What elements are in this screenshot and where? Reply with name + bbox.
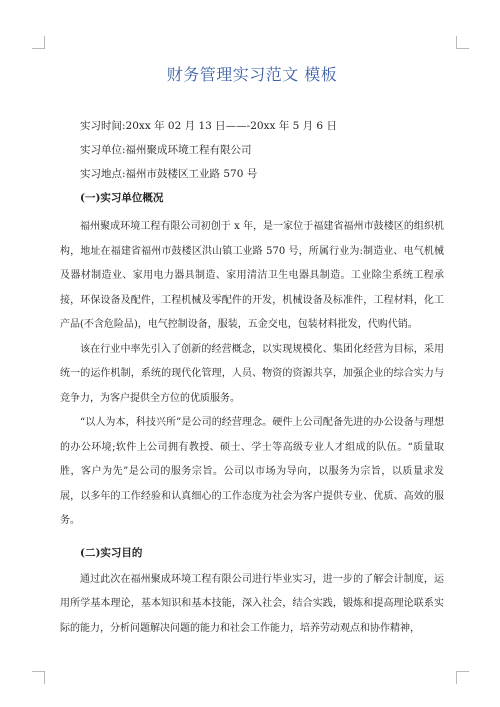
crop-mark-bottom-right xyxy=(456,671,469,684)
document-page xyxy=(60,62,444,641)
crop-mark-top-right xyxy=(456,36,469,49)
crop-mark-top-left xyxy=(32,36,45,49)
crop-mark-bottom-left xyxy=(32,671,45,684)
section-heading-company-overview: (一)实习单位概况 xyxy=(80,192,164,204)
paragraph-company-philosophy: “以人为本，科技兴所”是公司的经营理念。硬件上公司配备先进的办公设备与理想的办公环境;软件上公司拥有教授、硕士、学士等高级专业人才组成的队伍。“质量取胜，客户为先”是公司的服务宗旨。公司以市场为导向，以服务为宗旨，以质量求发展，以多年的工作经验和认真细心的工作态度为社会为客户提供专业、优质、高效的服务。 xyxy=(60,417,444,526)
internship-time: 实习时间:20xx 年 02 月 13 日——-20xx 年 5 月 6 日 xyxy=(80,120,337,132)
internship-location: 实习地点:福州市鼓楼区工业路 570 号 xyxy=(80,168,258,180)
paragraph-business-concept: 该在行业中率先引入了创新的经营概念，以实现规模化、集团化经营为目标，采用统一的运作机制，系统的现代化管理，人员、物资的资源共享，加强企业的综合实力与竞争力，为客户提供全方位的优质服务。 xyxy=(60,343,444,404)
paragraph-company-intro: 福州聚成环境工程有限公司初创于 x 年，是一家位于福建省福州市鼓楼区的组织机构，地址在福建省福州市鼓楼区洪山镇工业路 570 号，所属行业为:制造业、电气机械及器材制造业、家用电力器具制造、家用清洁卫生电器具制造。工业除尘系统工程承接，环保设备及配件，工程机械及零配件的开发，机械设备及标准件，工程材料，化工产品(不含危险品)，电气控制设备，服装，五金交电，包装材料批发，代购代销。 xyxy=(60,221,444,330)
paragraph-internship-purpose: 通过此次在福州聚成环境工程有限公司进行毕业实习，进一步的了解会计制度，运用所学基本理论，基本知识和基本技能，深入社会，结合实践，锻炼和提高理论联系实际的能力，分析问题解决问题的能力和社会工作能力，培养劳动观点和协作精神， xyxy=(60,573,444,634)
section-heading-internship-purpose: (二)实习目的 xyxy=(80,546,143,559)
internship-unit: 实习单位:福州聚成环境工程有限公司 xyxy=(80,144,252,156)
document-title: 财务管理实习范文 模板 xyxy=(166,65,338,84)
